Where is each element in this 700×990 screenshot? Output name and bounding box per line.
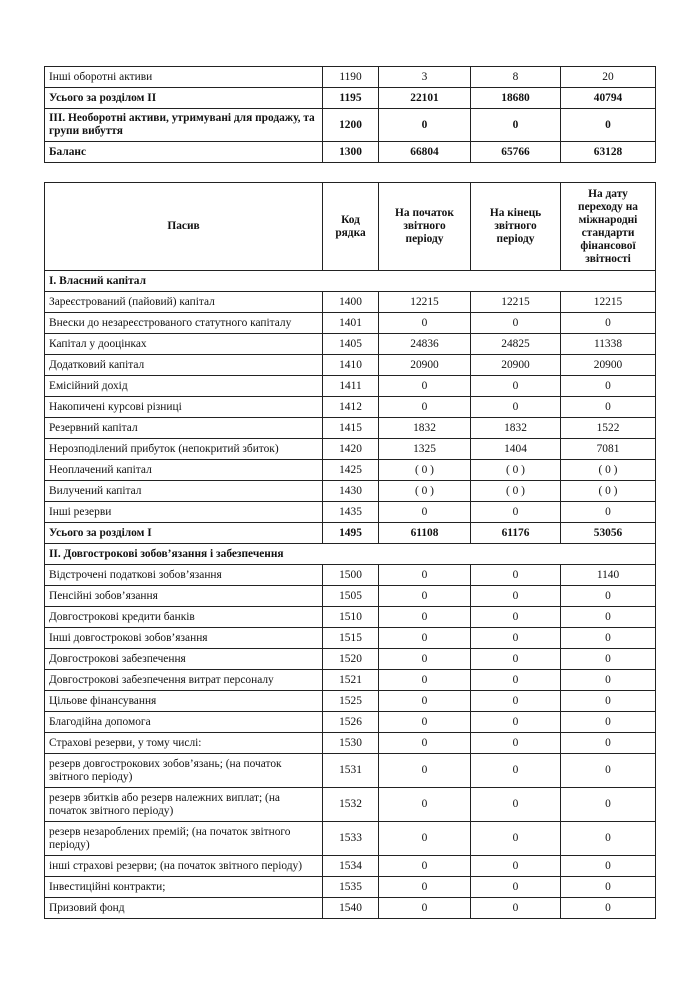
row-code: 1500 [323,565,379,586]
value-end-period: 0 [471,898,561,919]
value-ifrs-date: 0 [561,670,656,691]
table-row [45,502,656,523]
row-code: 1400 [323,292,379,313]
value-start-period: 0 [379,670,471,691]
value-end-period: 0 [471,856,561,877]
row-code: 1521 [323,670,379,691]
header-ifrs: На дату переходу на міжнародні стандарти фінансової звітності [561,183,656,271]
section-title-longterm: II. Довгострокові зобов’язання і забезпечення [45,544,656,565]
row-label: Страхові резерви, у тому числі: [45,733,323,754]
value-start-period: 22101 [379,88,471,109]
value-start-period: 0 [379,877,471,898]
row-code: 1405 [323,334,379,355]
row-label: Вилучений капітал [45,481,323,502]
row-label: Усього за розділом I [45,523,323,544]
table-row [45,109,656,142]
value-start-period: 61108 [379,523,471,544]
row-label: Інші резерви [45,502,323,523]
value-ifrs-date: 0 [561,607,656,628]
value-ifrs-date: ( 0 ) [561,460,656,481]
row-code: 1540 [323,898,379,919]
row-label: Нерозподілений прибуток (непокритий збиток) [45,439,323,460]
row-code: 1531 [323,754,379,788]
table-row [45,88,656,109]
row-label: резерв незароблених премій; (на початок звітного періоду) [45,822,323,856]
header-code: Код рядка [323,183,379,271]
value-ifrs-date: 0 [561,502,656,523]
row-label: Інші оборотні активи [45,67,323,88]
value-ifrs-date: 0 [561,109,656,142]
value-start-period: 1325 [379,439,471,460]
value-end-period: 0 [471,691,561,712]
row-code: 1520 [323,649,379,670]
row-label: Резервний капітал [45,418,323,439]
value-end-period: 0 [471,376,561,397]
row-label: Додатковий капітал [45,355,323,376]
table-row [45,439,656,460]
value-end-period: 1404 [471,439,561,460]
value-ifrs-date: 0 [561,586,656,607]
table-row [45,460,656,481]
table-row [45,334,656,355]
value-end-period: 0 [471,586,561,607]
value-ifrs-date: 0 [561,856,656,877]
table-row [45,481,656,502]
table-row [45,418,656,439]
row-code: 1505 [323,586,379,607]
value-end-period: 0 [471,712,561,733]
value-start-period: 0 [379,565,471,586]
table-row [45,788,656,822]
header-end: На кінець звітного періоду [471,183,561,271]
row-label: Неоплачений капітал [45,460,323,481]
row-code: 1435 [323,502,379,523]
value-end-period: ( 0 ) [471,460,561,481]
value-end-period: 24825 [471,334,561,355]
value-ifrs-date: 0 [561,898,656,919]
row-label: Капітал у дооцінках [45,334,323,355]
value-start-period: ( 0 ) [379,460,471,481]
value-end-period: 0 [471,670,561,691]
row-label: резерв збитків або резерв належних виплат; (на початок звітного періоду) [45,788,323,822]
value-ifrs-date: 0 [561,754,656,788]
row-code: 1411 [323,376,379,397]
value-end-period: ( 0 ) [471,481,561,502]
value-end-period: 0 [471,877,561,898]
table-row [45,898,656,919]
value-end-period: 61176 [471,523,561,544]
value-ifrs-date: 0 [561,822,656,856]
value-start-period: 0 [379,856,471,877]
value-ifrs-date: 0 [561,649,656,670]
row-label: Довгострокові забезпечення витрат персоналу [45,670,323,691]
value-start-period: 0 [379,822,471,856]
row-label: резерв довгострокових зобов’язань; (на початок звітного періоду) [45,754,323,788]
table-row [45,712,656,733]
row-label: Інвестиційні контракти; [45,877,323,898]
table-row [45,523,656,544]
value-ifrs-date: 0 [561,733,656,754]
row-code: 1425 [323,460,379,481]
value-start-period: 24836 [379,334,471,355]
value-start-period: 66804 [379,142,471,163]
row-code: 1412 [323,397,379,418]
value-ifrs-date: 0 [561,712,656,733]
assets-summary-table [44,66,656,163]
table-row [45,313,656,334]
table-row [45,586,656,607]
value-start-period: 0 [379,754,471,788]
row-label: Благодійна допомога [45,712,323,733]
table-row [45,670,656,691]
value-ifrs-date: 40794 [561,88,656,109]
value-ifrs-date: 7081 [561,439,656,460]
value-start-period: 0 [379,109,471,142]
value-end-period: 18680 [471,88,561,109]
value-ifrs-date: 0 [561,877,656,898]
table-row [45,565,656,586]
row-code: 1415 [323,418,379,439]
value-ifrs-date: 0 [561,313,656,334]
value-end-period: 20900 [471,355,561,376]
row-label: інші страхові резерви; (на початок звітного періоду) [45,856,323,877]
value-end-period: 0 [471,502,561,523]
section-title-equity: I. Власний капітал [45,271,656,292]
value-start-period: 0 [379,733,471,754]
table-row [45,754,656,788]
row-label: Довгострокові забезпечення [45,649,323,670]
value-ifrs-date: 0 [561,788,656,822]
value-end-period: 0 [471,313,561,334]
row-code: 1200 [323,109,379,142]
section-row [45,544,656,565]
row-label: Емісійний дохід [45,376,323,397]
row-code: 1300 [323,142,379,163]
row-label: Внески до незареєстрованого статутного капіталу [45,313,323,334]
row-label: Цільове фінансування [45,691,323,712]
table-row [45,691,656,712]
row-code: 1534 [323,856,379,877]
value-ifrs-date: ( 0 ) [561,481,656,502]
value-end-period: 1832 [471,418,561,439]
row-label: Усього за розділом II [45,88,323,109]
value-end-period: 12215 [471,292,561,313]
value-end-period: 65766 [471,142,561,163]
row-code: 1535 [323,877,379,898]
row-label: Зареєстрований (пайовий) капітал [45,292,323,313]
value-start-period: 0 [379,788,471,822]
row-code: 1515 [323,628,379,649]
row-code: 1532 [323,788,379,822]
value-ifrs-date: 11338 [561,334,656,355]
row-label: Інші довгострокові зобов’язання [45,628,323,649]
value-end-period: 0 [471,822,561,856]
row-label: Пенсійні зобов’язання [45,586,323,607]
table-row [45,628,656,649]
value-end-period: 0 [471,788,561,822]
value-start-period: 0 [379,712,471,733]
row-code: 1195 [323,88,379,109]
table-row [45,376,656,397]
value-start-period: 0 [379,649,471,670]
row-code: 1430 [323,481,379,502]
value-start-period: 0 [379,898,471,919]
value-ifrs-date: 0 [561,397,656,418]
table-row [45,292,656,313]
value-start-period: 0 [379,313,471,334]
value-start-period: 1832 [379,418,471,439]
row-label: Довгострокові кредити банків [45,607,323,628]
value-start-period: 0 [379,502,471,523]
row-label: Відстрочені податкові зобов’язання [45,565,323,586]
row-code: 1526 [323,712,379,733]
table-row [45,67,656,88]
row-code: 1401 [323,313,379,334]
table-row [45,142,656,163]
value-ifrs-date: 1522 [561,418,656,439]
value-start-period: 0 [379,607,471,628]
value-ifrs-date: 53056 [561,523,656,544]
header-label: Пасив [45,183,323,271]
value-start-period: ( 0 ) [379,481,471,502]
value-end-period: 0 [471,649,561,670]
value-ifrs-date: 63128 [561,142,656,163]
section-row [45,271,656,292]
value-start-period: 20900 [379,355,471,376]
row-code: 1533 [323,822,379,856]
table-row [45,856,656,877]
value-end-period: 8 [471,67,561,88]
row-label: Призовий фонд [45,898,323,919]
table-row [45,397,656,418]
value-start-period: 0 [379,628,471,649]
value-ifrs-date: 0 [561,376,656,397]
table-row [45,733,656,754]
value-ifrs-date: 0 [561,691,656,712]
value-end-period: 0 [471,565,561,586]
value-start-period: 0 [379,397,471,418]
value-ifrs-date: 1140 [561,565,656,586]
value-start-period: 3 [379,67,471,88]
value-end-period: 0 [471,754,561,788]
row-code: 1410 [323,355,379,376]
row-code: 1525 [323,691,379,712]
header-row [45,183,656,271]
value-start-period: 12215 [379,292,471,313]
row-label: III. Необоротні активи, утримувані для продажу, та групи вибуття [45,109,323,142]
row-code: 1420 [323,439,379,460]
table-row [45,822,656,856]
row-label: Баланс [45,142,323,163]
row-code: 1530 [323,733,379,754]
row-label: Накопичені курсові різниці [45,397,323,418]
value-ifrs-date: 20 [561,67,656,88]
value-ifrs-date: 12215 [561,292,656,313]
table-row [45,877,656,898]
value-ifrs-date: 0 [561,628,656,649]
value-start-period: 0 [379,586,471,607]
value-ifrs-date: 20900 [561,355,656,376]
header-start: На початок звітного періоду [379,183,471,271]
value-end-period: 0 [471,109,561,142]
table-row [45,649,656,670]
row-code: 1510 [323,607,379,628]
liabilities-table [44,182,656,919]
row-code: 1190 [323,67,379,88]
value-end-period: 0 [471,397,561,418]
value-end-period: 0 [471,733,561,754]
value-start-period: 0 [379,691,471,712]
table-row [45,607,656,628]
table-row [45,355,656,376]
value-start-period: 0 [379,376,471,397]
value-end-period: 0 [471,628,561,649]
value-end-period: 0 [471,607,561,628]
row-code: 1495 [323,523,379,544]
